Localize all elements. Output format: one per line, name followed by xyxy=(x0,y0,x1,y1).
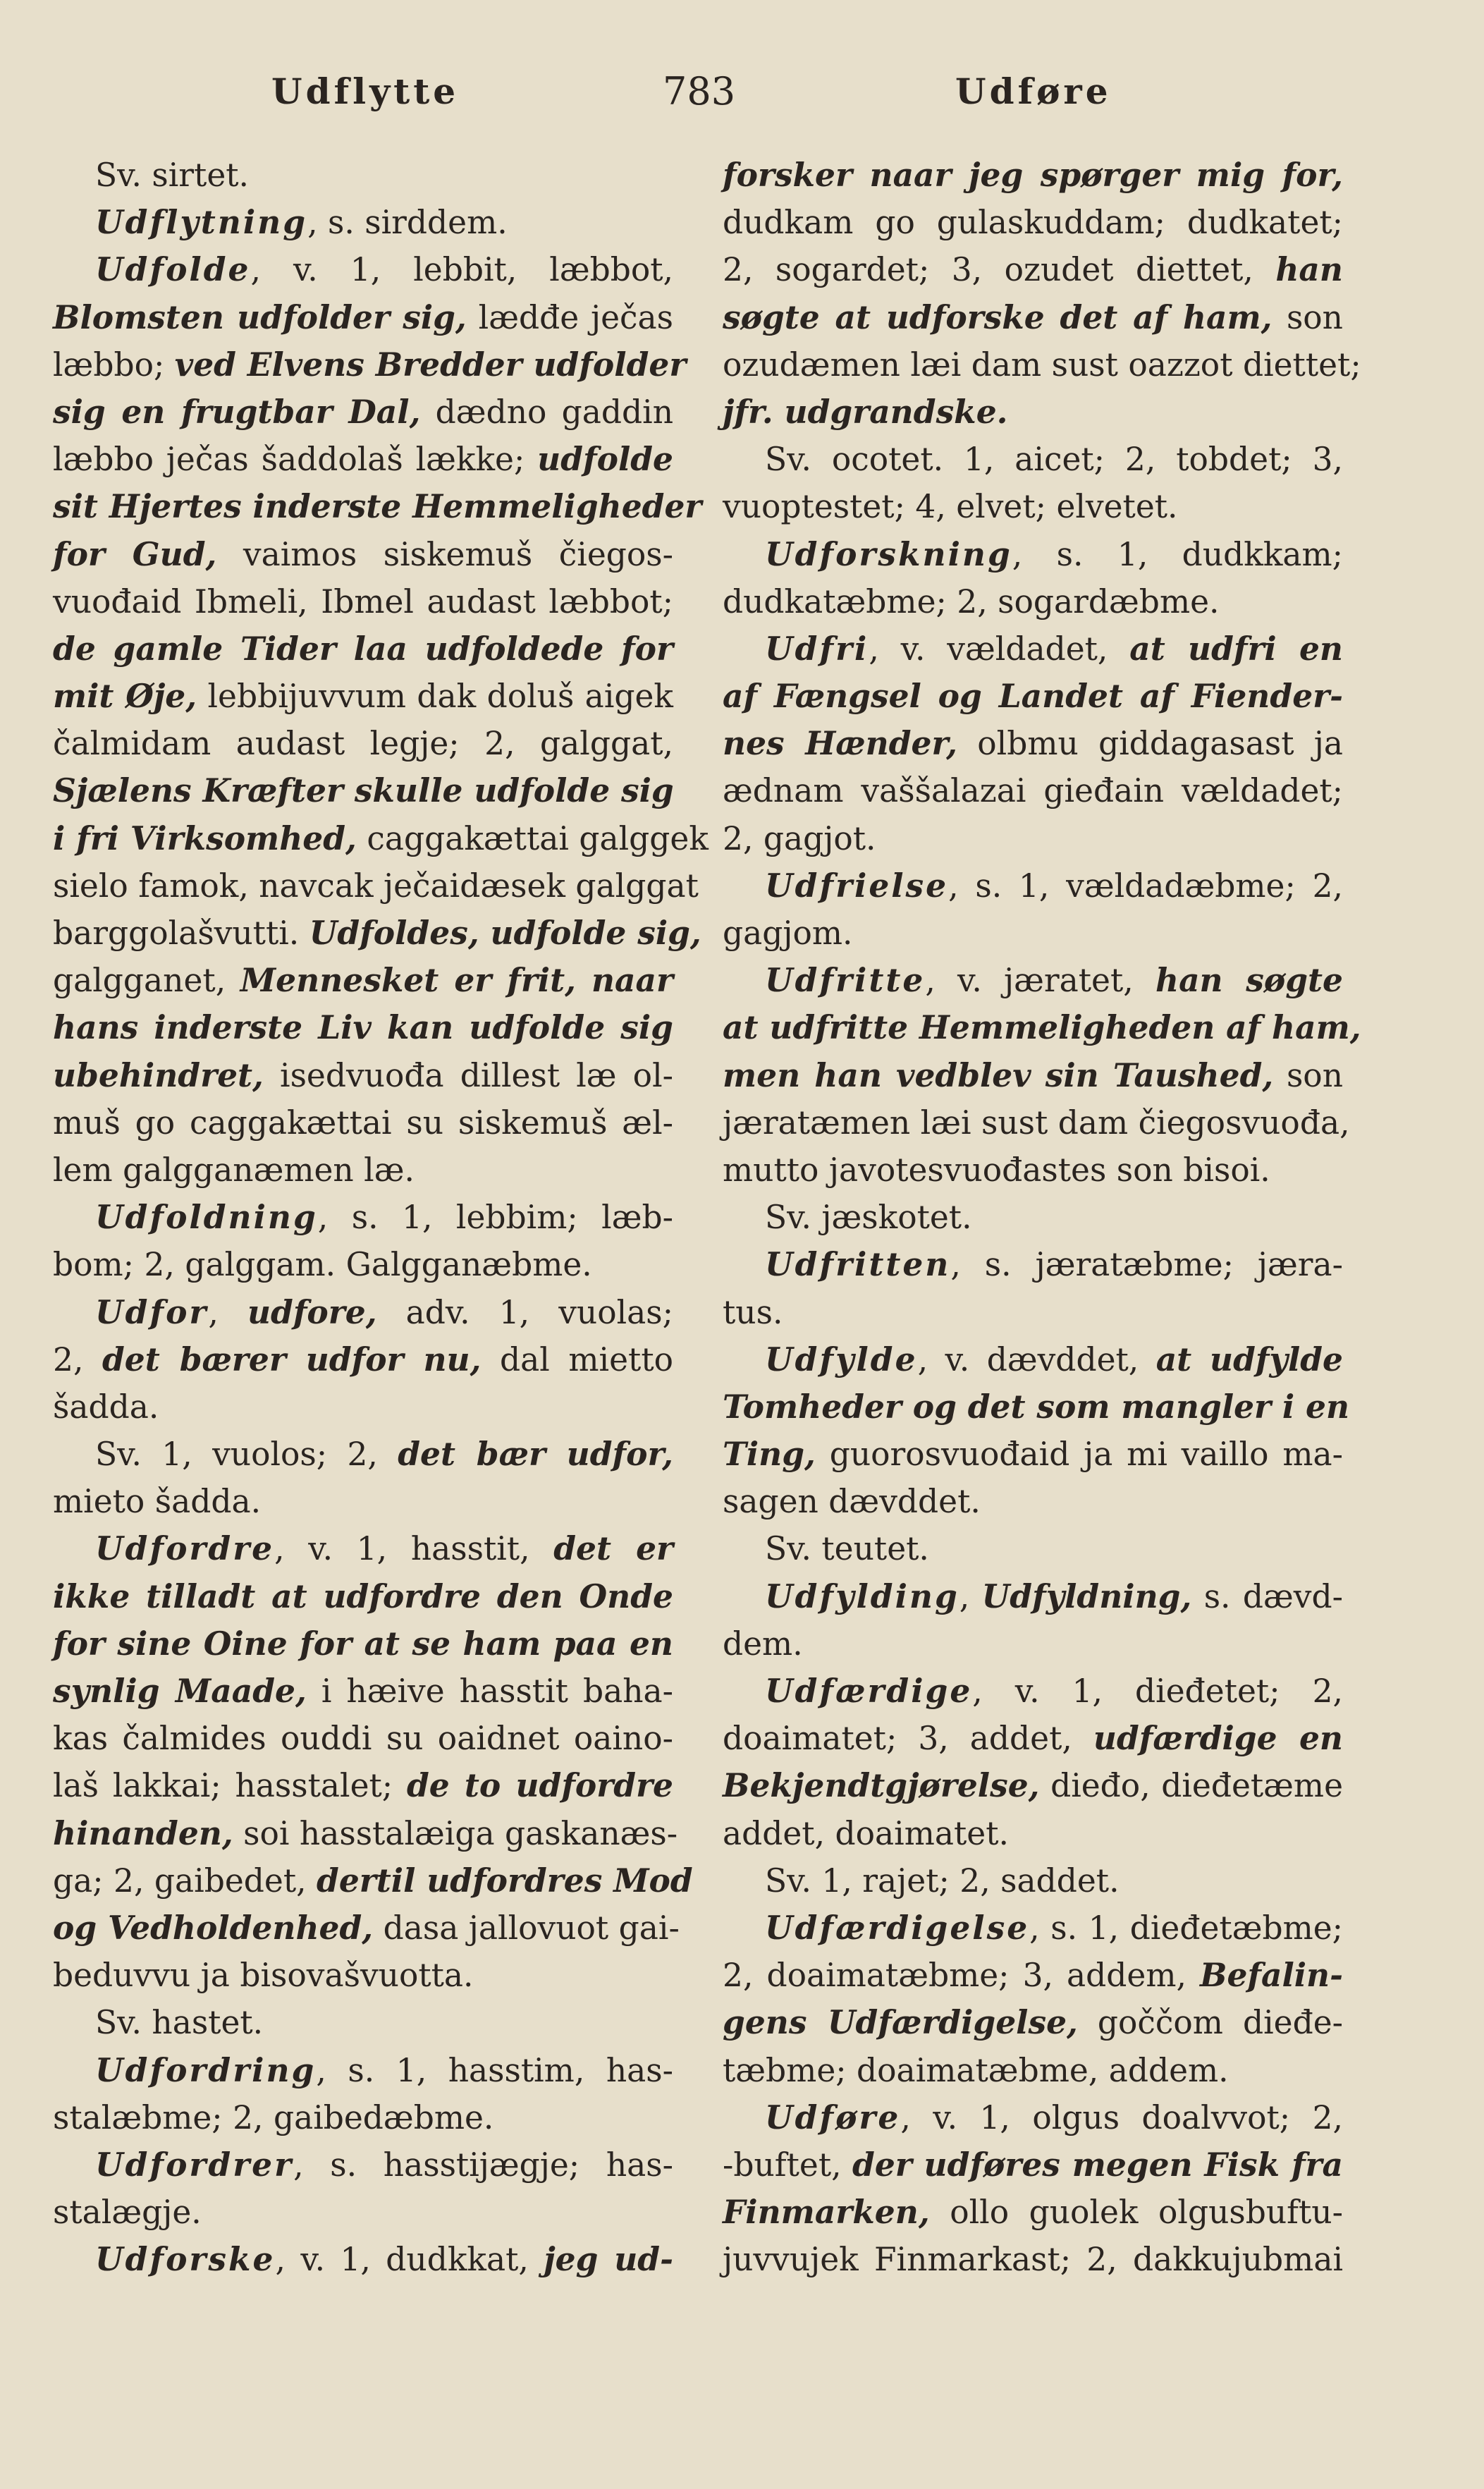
text-line: i fri Virksomhed, caggakættai galggek xyxy=(53,819,709,857)
text-line: men han vedblev sin Taushed, son xyxy=(723,1056,1343,1094)
text-line: doaimatet; 3, addet, udfærdige en xyxy=(723,1719,1344,1758)
text-line: Udfærdige, v. 1, dieđetet; 2, xyxy=(765,1672,1343,1710)
text-line: Sv. teutet. xyxy=(765,1530,929,1568)
text-line: Ting, guorosvuođaid ja mi vaillo ma- xyxy=(723,1435,1343,1474)
text-line: synlig Maade, i hæive hasstit baha- xyxy=(53,1672,673,1710)
text-line: tæbme; doaimatæbme, addem. xyxy=(723,2051,1229,2089)
text-line: mieto šadda. xyxy=(53,1483,262,1521)
text-line: 2, doaimatæbme; 3, addem, Befalin- xyxy=(723,1956,1343,1995)
text-line: Udfylde, v. dævddet, at udfylde xyxy=(765,1340,1343,1378)
text-line: og Vedholdenhed, dasa jallovuot gai- xyxy=(53,1908,680,1947)
text-line: 2, sogardet; 3, ozudet diettet, han xyxy=(723,250,1343,289)
text-line: Finmarken, ollo guolek olgusbuftu- xyxy=(723,2193,1343,2232)
text-line: Sv. sirtet. xyxy=(95,157,250,194)
text-line: muš go caggakættai su siskemuš æl- xyxy=(53,1103,673,1142)
text-line: sielo famok, navcak ječaidæsek galggat xyxy=(53,867,699,905)
header-left-catchword: Udflytte xyxy=(271,71,460,112)
text-line: ga; 2, gaibedet, dertil udfordres Mod xyxy=(53,1861,693,1900)
text-line: Udfor, udfore, adv. 1, vuolas; xyxy=(95,1292,673,1331)
text-line: tus. xyxy=(723,1293,783,1331)
text-line: vuoptestet; 4, elvet; elvetet. xyxy=(723,488,1178,526)
header-right-catchword: Udføre xyxy=(955,71,1112,112)
text-line: mit Øje, lebbijuvvum dak doluš aigek xyxy=(53,677,673,716)
text-line: hinanden, soi hasstalæiga gaskanæs- xyxy=(53,1814,678,1852)
text-line: læbbo ječas šaddolaš lække; udfolde xyxy=(53,440,673,479)
text-line: for Gud, vaimos siskemuš čiegos- xyxy=(53,534,673,573)
text-line: mutto javotesvuođastes son bisoi. xyxy=(723,1151,1270,1189)
text-line: at udfritte Hemmeligheden af ham, xyxy=(723,1008,1361,1047)
text-line: -buftet, der udføres megen Fisk fra xyxy=(723,2145,1343,2184)
text-line: juvvujek Finmarkast; 2, dakkujubmai xyxy=(723,2241,1343,2279)
text-line: čalmidam audast legje; 2, galggat, xyxy=(53,725,673,763)
text-line: Udfordrer, s. hasstijægje; has- xyxy=(95,2145,673,2184)
text-line: Udforskning, s. 1, dudkkam; xyxy=(765,534,1343,573)
text-line: Blomsten udfolder sig, lædđe ječas xyxy=(53,298,673,336)
text-line: šadda. xyxy=(53,1388,159,1426)
text-line: jæratæmen læi sust dam čiegosvuođa, xyxy=(723,1103,1350,1142)
left-column xyxy=(53,152,709,2283)
text-line: Udfoldning, s. 1, lebbim; læb- xyxy=(95,1198,673,1237)
text-line: forsker naar jeg spørger mig for, xyxy=(723,156,1343,194)
text-line: nes Hænder, olbmu giddagasast ja xyxy=(723,724,1343,763)
text-line: Udfordring, s. 1, hasstim, has- xyxy=(95,2050,673,2089)
text-line: Udfri, v. vældadet, at udfri en xyxy=(765,629,1343,668)
text-line: gens Udfærdigelse, goččom dieđe- xyxy=(723,2003,1343,2042)
running-head xyxy=(0,67,1484,123)
text-line: 2, det bærer udfor nu, dal mietto xyxy=(53,1340,673,1378)
text-line: Udfrielse, s. 1, vældadæbme; 2, xyxy=(765,866,1343,905)
text-line: Sv. hastet. xyxy=(95,2004,264,2042)
text-line: Sv. 1, vuolos; 2, det bær udfor, xyxy=(95,1435,673,1474)
text-line: 2, gagjot. xyxy=(723,819,876,857)
text-line: Sjælens Kræfter skulle udfolde sig xyxy=(53,771,674,810)
text-line: dudkatæbme; 2, sogardæbme. xyxy=(723,582,1220,620)
text-line: galgganet, Mennesket er frit, naar xyxy=(53,961,673,1000)
text-line: Udfritte, v. jæratet, han søgte xyxy=(765,961,1343,1000)
text-line: stalægje. xyxy=(53,2194,202,2232)
text-line: kas čalmides ouddi su oaidnet oaino- xyxy=(53,1720,673,1758)
text-line: læbbo; ved Elvens Bredder udfolder xyxy=(53,345,687,384)
text-line: Bekjendtgjørelse, dieđo, dieđetæme xyxy=(723,1766,1343,1805)
text-line: addet, doaimatet. xyxy=(723,1814,1009,1852)
text-line: Udfylding, Udfyldning, s. dævd- xyxy=(765,1577,1343,1615)
text-line: beduvvu ja bisovašvuotta. xyxy=(53,1957,474,1995)
text-line: ozudæmen læi dam sust oazzot diettet; xyxy=(723,345,1361,384)
text-line: gagjom. xyxy=(723,915,853,952)
text-line: dem. xyxy=(723,1625,803,1663)
text-line: laš lakkai; hasstalet; de to udfordre xyxy=(53,1766,673,1805)
text-line: Sv. 1, rajet; 2, saddet. xyxy=(765,1861,1120,1900)
text-line: Udfritten, s. jæratæbme; jæra- xyxy=(765,1245,1343,1284)
text-line: Udforske, v. 1, dudkkat, jeg ud- xyxy=(95,2240,673,2279)
text-line: Sv. ocotet. 1, aicet; 2, tobdet; 3, xyxy=(765,441,1343,479)
text-line: vuođaid Ibmeli, Ibmel audast læbbot; xyxy=(53,582,673,620)
text-line: stalæbme; 2, gaibedæbme. xyxy=(53,2098,494,2136)
text-line: ubehindret, isedvuođa dillest læ ol- xyxy=(53,1056,673,1094)
text-line: ædnam vaššalazai gieđain vældadet; xyxy=(723,772,1343,810)
page-number: 783 xyxy=(663,69,736,114)
text-line: Udføre, v. 1, olgus doalvvot; 2, xyxy=(765,2098,1343,2136)
right-column xyxy=(723,152,1361,2283)
text-line: søgte at udforske det af ham, son xyxy=(723,298,1343,336)
text-line: Udfolde, v. 1, lebbit, læbbot, xyxy=(95,250,673,289)
text-line: lem galgganæmen læ. xyxy=(53,1151,415,1189)
text-line: for sine Oine for at se ham paa en xyxy=(53,1624,673,1663)
text-line: dudkam go gulaskuddam; dudkatet; xyxy=(723,204,1343,242)
text-line: sig en frugtbar Dal, dædno gaddin xyxy=(53,392,673,431)
text-line: Udflytning, s. sirddem. xyxy=(95,203,508,242)
text-line: bom; 2, galggam. Galgganæbme. xyxy=(53,1246,592,1284)
text-line: barggolašvutti. Udfoldes, udfolde sig, xyxy=(53,914,701,952)
text-line: hans inderste Liv kan udfolde sig xyxy=(53,1008,673,1047)
text-line: de gamle Tider laa udfoldede for xyxy=(53,629,673,668)
text-line: jfr. udgrandske. xyxy=(723,392,1008,431)
text-line: af Fængsel og Landet af Fiender- xyxy=(723,677,1343,716)
text-line: Udfordre, v. 1, hasstit, det er xyxy=(95,1529,673,1568)
text-line: Sv. jæskotet. xyxy=(765,1199,972,1237)
text-line: Udfærdigelse, s. 1, dieđetæbme; xyxy=(765,1908,1343,1947)
text-line: ikke tilladt at udfordre den Onde xyxy=(53,1577,673,1615)
text-line: sagen dævddet. xyxy=(723,1483,981,1521)
text-line: sit Hjertes inderste Hemmeligheder xyxy=(53,487,702,526)
text-line: Tomheder og det som mangler i en xyxy=(723,1387,1350,1426)
